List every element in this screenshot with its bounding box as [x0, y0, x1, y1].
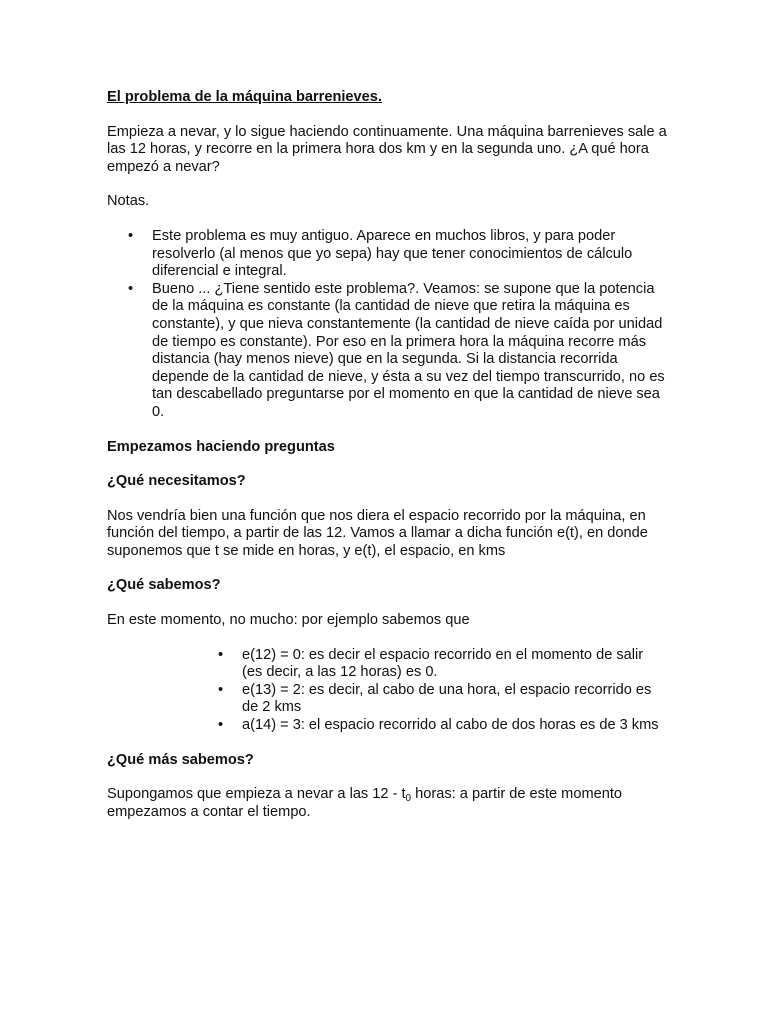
document-title: El problema de la máquina barrenieves.: [107, 89, 382, 105]
known-values-list: [107, 647, 662, 735]
list-item: • e(13) = 2: es decir, al cabo de una hora, el espacio recorrido es de 2 kms: [242, 682, 662, 717]
list-item: • Este problema es muy antiguo. Aparece en muchos libros, y para poder resolverlo (al menos que yo sepa) hay que tener conocimientos de cálculo diferencial e integral.: [152, 228, 667, 281]
paragraph: [107, 786, 667, 821]
text-segment: Supongamos que empieza a nevar a las 12 - t: [107, 786, 406, 803]
text-segment: horas: a partir de este momento empezamos a contar el tiempo.: [107, 786, 623, 820]
question-heading: ¿Qué sabemos?: [107, 577, 221, 594]
problem-statement: Empieza a nevar, y lo sigue haciendo continuamente. Una máquina barrenieves sale a las 12 horas, y recorre en la primera hora dos km y en la segunda uno. ¿A qué hora empezó a nevar?: [107, 123, 667, 175]
list-item: • Bueno ... ¿Tiene sentido este problema?. Veamos: se supone que la potencia de la máquina es constante (la cantidad de nieve que retira la máquina es constante), y que nieva constantemente (la cantidad de nieve caída por unidad de tiempo es constante). Por eso en la primera hora la máquina recorre más distancia (hay menos nieve) que en la segunda. Si la distancia recorrida depende de la cantidad de nieve, y ésta a su vez del tiempo transcurrido, no es tan descabellado preguntarse por el momento en que la cantidad de nieve sea 0.: [152, 281, 667, 422]
paragraph: En este momento, no mucho: por ejemplo sabemos que: [107, 612, 470, 629]
notes-list: [107, 228, 667, 422]
question-heading: ¿Qué necesitamos?: [107, 473, 246, 490]
document-page: [107, 89, 667, 821]
list-item: • e(12) = 0: es decir el espacio recorrido en el momento de salir (es decir, a las 12 horas) es 0.: [242, 647, 662, 682]
notes-label: Notas.: [107, 193, 150, 210]
list-item: • a(14) = 3: el espacio recorrido al cabo de dos horas es de 3 kms: [242, 717, 662, 735]
question-heading: ¿Qué más sabemos?: [107, 751, 254, 768]
paragraph: Nos vendría bien una función que nos diera el espacio recorrido por la máquina, en función del tiempo, a partir de las 12. Vamos a llamar a dicha función e(t), en donde suponemos que t se mide en horas, y e(t), el espacio, en kms: [107, 507, 648, 559]
section-heading: Empezamos haciendo preguntas: [107, 438, 335, 455]
subscript: 0: [405, 793, 412, 805]
